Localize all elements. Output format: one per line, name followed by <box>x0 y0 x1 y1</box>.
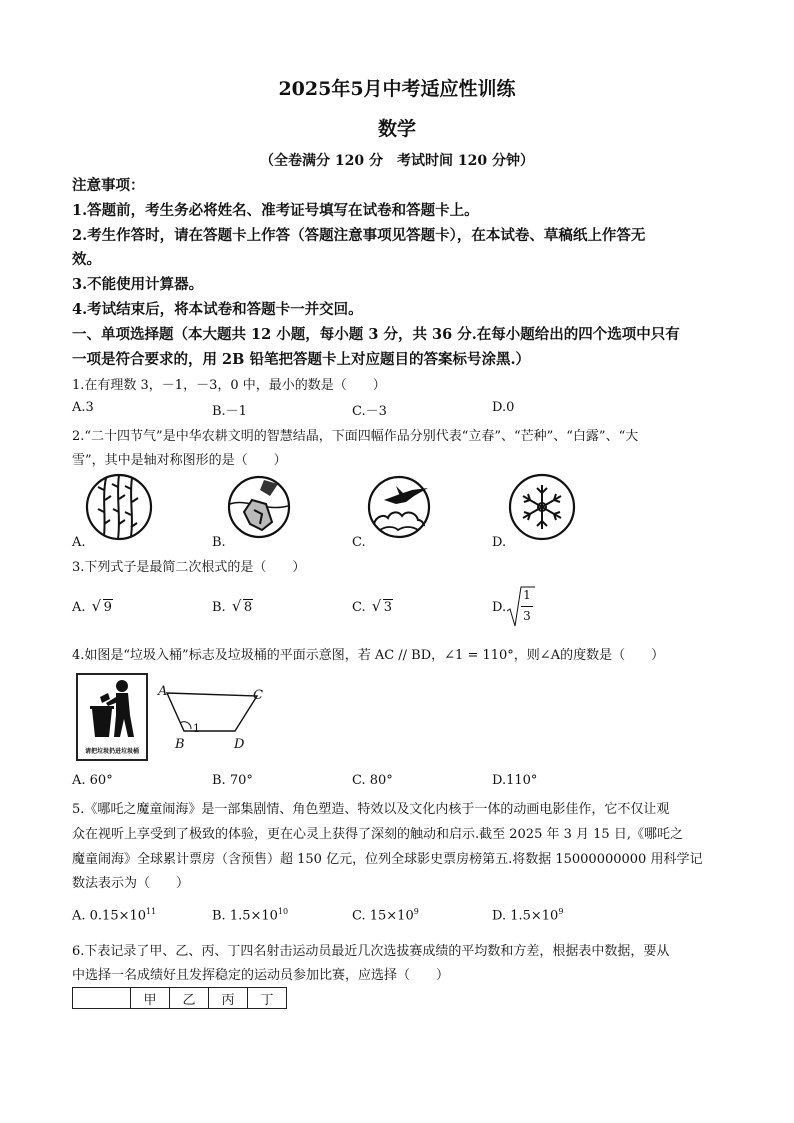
radicand: 8 <box>243 600 253 615</box>
option-text: C. 15×10 <box>352 908 414 924</box>
q3-option-c <box>352 597 393 615</box>
q2-stem: 2.“二十四节气”是中华农耕文明的智慧结晶，下面四幅作品分别代表“立春”、“芒种”、“白露”、“大 <box>72 429 639 444</box>
q3-option-b-label: B. <box>212 600 226 615</box>
q5-option-a <box>72 907 156 923</box>
q2-option-d: D. <box>492 535 507 550</box>
radicand: 9 <box>103 600 112 615</box>
point-label-b: B <box>175 737 185 752</box>
mangzhong-field-icon <box>226 474 292 540</box>
q5-stem-cont: 众在视听上享受到了极致的体验，更在心灵上获得了深刻的触动和启示.截至 2025 年 3 月 15 日,《哪吒之 <box>72 827 683 842</box>
point-label-d: D <box>234 737 245 752</box>
exponent: 11 <box>146 907 157 916</box>
q5-option-c <box>352 907 419 923</box>
q3-option-b <box>212 597 253 615</box>
q3-option-d <box>492 600 506 615</box>
section-heading-cont: 一项是符合要求的，用 2B 铅笔把答题卡上对应题目的答案标号涂黑.） <box>72 351 530 368</box>
sqrt-expression: √ 8 <box>231 597 253 615</box>
trash-figure-icon <box>78 675 146 743</box>
daxue-snowflake-icon <box>507 472 577 542</box>
note-item: 4.考试结束后，将本试卷和答题卡一并交回。 <box>72 301 363 318</box>
q1-option-d: D.0 <box>492 400 515 415</box>
q2-option-c: C. <box>352 535 366 550</box>
q4-option-c: C. 80° <box>352 773 393 788</box>
bailu-bird-icon <box>366 474 432 540</box>
fraction-numerator: 1 <box>523 588 531 602</box>
q3-option-d-label: D. <box>492 600 507 615</box>
table-header-row <box>73 988 287 1009</box>
table-header-cell: 甲 <box>131 988 170 1009</box>
q3-option-a-label: A. <box>72 600 86 615</box>
q5-stem: 5.《哪吒之魔童闹海》是一部集剧情、角色塑造、特效以及文化内核于一体的动画电影佳作，它不仅让观 <box>72 802 670 817</box>
q3-option-c-label: C. <box>352 600 366 615</box>
q1-option-b: B.－1 <box>212 404 247 419</box>
point-label-c: C <box>253 688 263 703</box>
point-label-a: A <box>158 684 168 699</box>
exponent: 10 <box>277 907 289 916</box>
q4-option-b: B. 70° <box>212 773 253 788</box>
section-heading: 一、单项选择题（本大题共 12 小题，每小题 3 分，共 36 分.在每小题给出的四个选项中只有 <box>72 326 680 343</box>
q5-stem-cont: 魔童闹海》全球累计票房（含预售）超 150 亿元，位列全球影史票房榜第五.将数据 15000000000 用科学记 <box>72 852 703 867</box>
q1-option-c: C.－3 <box>352 404 387 419</box>
subject-title: 数学 <box>377 118 416 140</box>
lichun-willow-icon <box>84 472 154 542</box>
q4-option-d: D.110° <box>492 773 538 788</box>
sqrt-expression: √ 9 <box>91 597 112 615</box>
note-item: 3.不能使用计算器。 <box>72 276 204 293</box>
q1-option-a: A.3 <box>72 400 94 415</box>
q1-stem: 1.在有理数 3，－1，－3，0 中，最小的数是（ ） <box>72 378 386 393</box>
exam-meta: （全卷满分 120 分 考试时间 120 分钟） <box>260 153 534 169</box>
note-item: 1.答题前，考生务必将姓名、准考证号填写在试卷和答题卡上。 <box>72 202 479 219</box>
q2-option-a: A. <box>72 535 86 550</box>
option-text: A. 0.15×10 <box>72 908 147 924</box>
q6-stem-cont: 中选择一名成绩好且发挥稳定的运动员参加比赛，应选择（ ） <box>72 968 450 983</box>
sqrt-fraction <box>506 585 536 629</box>
q4-stem: 4.如图是“垃圾入桶”标志及垃圾桶的平面示意图，若 AC // BD，∠1 = 110°，则∠A的度数是（ ） <box>72 648 665 663</box>
q2-option-b: B. <box>212 535 226 550</box>
notes-heading: 注意事项： <box>72 177 145 194</box>
table-header-cell <box>73 988 131 1009</box>
table-header-cell: 丙 <box>209 988 248 1009</box>
note-item: 2.考生作答时，请在答题卡上作答（答题注意事项见答题卡），在本试卷、草稿纸上作答无 <box>72 227 646 244</box>
table-header-cell: 丁 <box>248 988 287 1009</box>
q3-stem: 3.下列式子是最简二次根式的是（ ） <box>72 560 306 575</box>
fraction-bar <box>521 606 533 607</box>
exponent: 9 <box>558 907 564 916</box>
q6-stem: 6.下表记录了甲、乙、丙、丁四名射击运动员最近几次选拔赛成绩的平均数和方差，根据表中数据，要从 <box>72 944 670 959</box>
q3-option-a <box>72 597 113 615</box>
option-text: B. 1.5×10 <box>212 908 278 924</box>
note-item: 效。 <box>72 251 101 268</box>
q5-option-d <box>492 907 563 923</box>
angle-label-1: 1 <box>193 722 200 735</box>
score-table <box>72 987 287 1009</box>
table-header-cell: 乙 <box>170 988 209 1009</box>
q2-stem-cont: 雪”，其中是轴对称图形的是（ ） <box>72 453 287 468</box>
exponent: 9 <box>413 907 419 916</box>
q4-option-a: A. 60° <box>72 773 113 788</box>
trash-sign <box>76 673 148 761</box>
sqrt-expression: √ 3 <box>371 597 393 615</box>
radicand: 3 <box>383 600 393 615</box>
option-text: D. 1.5×10 <box>492 908 559 924</box>
trash-sign-caption: 请把垃圾扔进垃圾桶 <box>84 748 139 755</box>
q5-option-b <box>212 907 288 923</box>
fraction-denominator: 3 <box>523 609 531 623</box>
exam-title: 2025年5月中考适应性训练 <box>278 78 516 100</box>
q5-stem-cont: 数法表示为（ ） <box>72 876 190 891</box>
